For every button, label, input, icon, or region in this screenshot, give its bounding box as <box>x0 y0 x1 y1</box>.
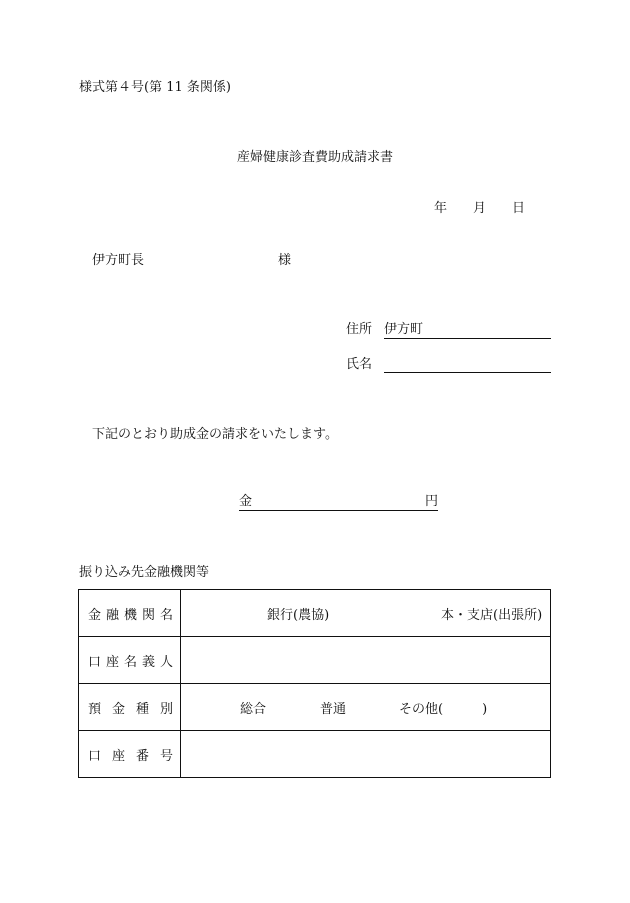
table-row <box>79 637 551 684</box>
bank-info-table <box>78 589 551 778</box>
label-char: 座 <box>111 748 125 764</box>
address-label: 住所 <box>346 322 373 337</box>
addressee-honorific: 様 <box>278 253 292 268</box>
amount-field-underline[interactable] <box>239 510 438 511</box>
label-char: 融 <box>105 607 119 623</box>
name-field-underline[interactable] <box>384 372 551 373</box>
name-label: 氏名 <box>346 357 373 372</box>
bank-name-label <box>79 590 181 637</box>
bank-name-field[interactable] <box>181 590 551 637</box>
deposit-option-ordinary[interactable]: 普通 <box>320 701 347 717</box>
bank-section-title: 振り込み先金融機関等 <box>79 565 210 580</box>
label-char: 名 <box>123 654 137 670</box>
form-number: 様式第４号(第 11 条関係) <box>79 80 231 95</box>
bank-suffix: 銀行(農協) <box>267 607 330 623</box>
date-day-label: 日 <box>512 201 526 216</box>
label-char: 別 <box>159 701 173 717</box>
label-char: 種 <box>135 701 149 717</box>
branch-suffix: 本・支店(出張所) <box>441 607 543 623</box>
label-char: 口 <box>88 748 102 764</box>
deposit-option-other[interactable]: その他( ) <box>399 701 488 717</box>
account-number-field[interactable] <box>181 731 551 778</box>
label-char: 義 <box>141 654 155 670</box>
label-char: 番 <box>135 748 149 764</box>
address-field[interactable]: 伊方町 <box>384 322 424 337</box>
addressee-name: 伊方町長 <box>92 253 145 268</box>
deposit-option-general[interactable]: 総合 <box>240 701 267 717</box>
amount-prefix: 金 <box>239 494 253 509</box>
label-char: 金 <box>111 701 125 717</box>
account-holder-label <box>79 637 181 684</box>
label-char: 金 <box>88 607 102 623</box>
table-row <box>79 731 551 778</box>
label-char: 関 <box>141 607 155 623</box>
date-month-label: 月 <box>473 201 487 216</box>
request-statement: 下記のとおり助成金の請求をいたします。 <box>92 427 338 442</box>
document-title: 産婦健康診査費助成請求書 <box>236 150 393 165</box>
label-char: 預 <box>88 701 102 717</box>
table-row <box>79 684 551 731</box>
address-underline <box>384 338 551 339</box>
date-year-label: 年 <box>434 201 448 216</box>
account-number-label <box>79 731 181 778</box>
label-char: 名 <box>159 607 173 623</box>
label-char: 人 <box>159 654 173 670</box>
label-char: 口 <box>88 654 102 670</box>
label-char: 機 <box>123 607 137 623</box>
deposit-type-label <box>79 684 181 731</box>
account-holder-field[interactable] <box>181 637 551 684</box>
label-char: 座 <box>105 654 119 670</box>
table-row <box>79 590 551 637</box>
label-char: 号 <box>159 748 173 764</box>
amount-suffix: 円 <box>425 494 439 509</box>
deposit-type-field <box>181 684 551 731</box>
